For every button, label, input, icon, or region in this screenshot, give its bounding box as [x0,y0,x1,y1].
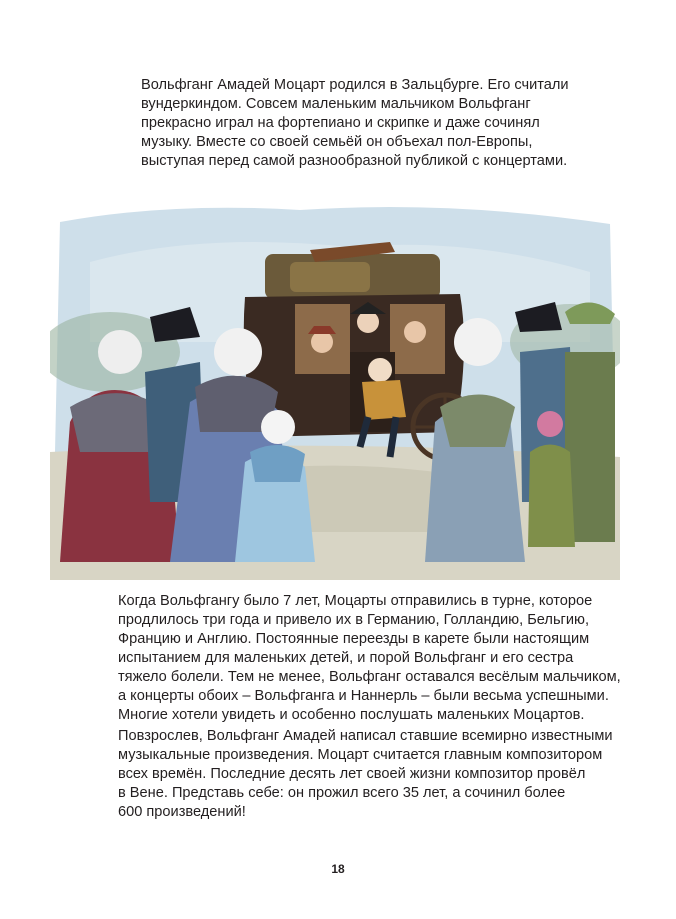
text-line: Многие хотели увидеть и особенно послушать маленьких Моцартов. [118,707,585,723]
text-line: прекрасно играл на фортепиано и скрипке и даже сочинял [141,115,540,131]
text-line: продлилось три года и привело их в Германию, Голландию, Бельгию, [118,612,590,628]
text-line: Францию и Англию. Постоянные переезды в карете были настоящим [118,631,590,647]
later-life-paragraph [118,727,618,822]
text-line: музыкальные произведения. Моцарт считается главным композитором [118,747,603,763]
bonnet [98,330,142,374]
girl-bonnet [261,410,295,444]
text-line: 600 произведений! [118,804,246,820]
bonnet [454,318,502,366]
text-line: в Вене. Представь себе: он прожил всего 35 лет, а сочинил более [118,785,566,801]
girl-shawl [250,445,305,482]
text-line: испытанием для маленьких детей, и порой Вольфганг и его сестра [118,650,574,666]
tour-paragraph [118,592,621,725]
passenger-head [357,311,379,333]
intro-paragraph [141,76,591,171]
text-line: выступая перед самой разнообразной публикой с концертами. [141,153,568,169]
text-line: Когда Вольфгангу было 7 лет, Моцарты отправились в турне, которое [118,593,593,609]
passenger-head [311,331,333,353]
page-number: 18 [331,862,345,876]
text-line: а концерты обоих – Вольфганга и Наннерль – были весьма успешными. [118,688,609,704]
bonnet [214,328,262,376]
girl-bonnet [537,411,563,437]
text-line: вундеркиндом. Совсем маленьким мальчиком Вольфганг [141,96,531,112]
text-line: Вольфганг Амадей Моцарт родился в Зальцбурге. Его считали [141,77,569,93]
luggage [290,262,370,292]
text-line: Повзрослев, Вольфганг Амадей написал ставшие всемирно известными [118,728,613,744]
text-line: всех времён. Последние десять лет своей жизни композитор провёл [118,766,586,782]
shawl [440,395,515,448]
boy-head [368,358,392,382]
text-line: музыку. Вместе со своей семьёй он объехал пол-Европы, [141,134,533,150]
girl-figure [528,445,575,548]
passenger-head [404,321,426,343]
carriage-illustration [50,202,620,580]
text-line: тяжело болели. Тем не менее, Вольфганг оставался весёлым мальчиком, [118,669,621,685]
boy-coat [362,380,406,420]
